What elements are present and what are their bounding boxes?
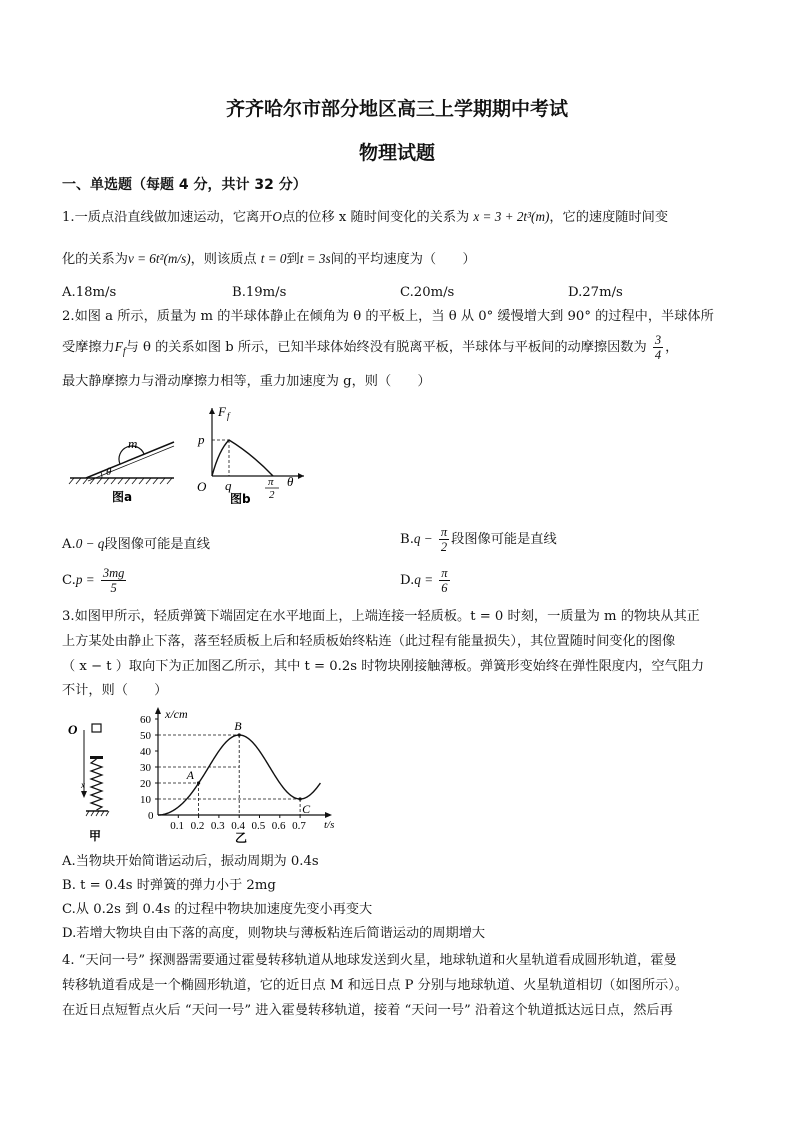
yi-xtick-label: 0.5 [251, 820, 266, 832]
yi-ytick-label: 50 [140, 730, 151, 742]
yi-origin: 0 [148, 810, 154, 822]
yi-ytick-label: 10 [140, 794, 151, 806]
svg-text:f: f [227, 411, 230, 421]
q2-option-d: D.q = $\frac{\pi}{6}$ [400, 566, 448, 595]
q2-line2: 受摩擦力$F_f$与 θ 的关系如图 b 所示，已知半球体始终没有脱离平板，半球体与平板间的动摩擦因数为 $\frac{3}{4}$ ， [62, 333, 679, 362]
figure-a [66, 404, 178, 504]
figure-a-caption: 图a [112, 490, 133, 504]
q2-option-c: C.p = $\frac{3mg}{5}$ [62, 566, 125, 595]
yi-point_c-dot [299, 797, 302, 800]
page-subtitle: 物理试题 [358, 142, 435, 164]
jia-origin-label: O [68, 722, 78, 737]
yi-point_a-label: A [186, 768, 194, 782]
pi-label: π [268, 476, 274, 488]
q3-option-c: C.从 0.2s 到 0.4s 的过程中物块加速度先变小再变大 [62, 902, 373, 917]
figure-jia [64, 716, 114, 842]
svg-text:x: x [81, 780, 85, 790]
page-title: 齐齐哈尔市部分地区高三上学期期中考试 [225, 98, 568, 120]
ground-hatch [69, 478, 172, 484]
q2-line1: 2.如图 a 所示，质量为 m 的半球体静止在倾角为 θ 的平板上，当 θ 从 0° 缓慢增大到 90° 的过程中，半球体所 [62, 309, 714, 324]
q3-line2: 上方某处由静止下落，落至轻质板上后和轻质板始终粘连（此过程有能量损失），其位置随时间变化的图像 [62, 634, 676, 649]
yi-point_c-label: C [302, 802, 311, 816]
yi-xtick-label: 0.4 [231, 820, 245, 832]
yi-y-label: x/cm [165, 707, 188, 721]
yi-xtick-label: 0.3 [210, 820, 225, 832]
yi-ytick-label: 20 [140, 778, 151, 790]
q3-option-b: B. t = 0.4s 时弹簧的弹力小于 2mg [62, 878, 276, 893]
q4-line3: 在近日点短暂点火后 “天问一号” 进入霍曼转移轨道，接着 “天问一号” 沿着这个轨道抵达远日点，然后再 [62, 1003, 673, 1018]
q1-option-c: C.20m/s [400, 285, 455, 300]
mass-label: m [128, 436, 138, 451]
q3-line4: 不计，则（ ） [62, 683, 168, 698]
yi-point_b-dot [238, 733, 241, 736]
q1-line1: 1.一质点沿直线做加速运动，它离开O点的位移 x 随时间变化的关系为 x = 3 + 2t³(m)，它的速度随时间变 [62, 209, 669, 225]
yi-xtick-label: 0.1 [170, 820, 185, 832]
yi-xtick-label: 0.2 [190, 820, 205, 832]
q1-line2: 化的关系为v = 6t²(m/s)，则该质点 t = 0到t = 3s间的平均速度为（ ） [62, 251, 476, 267]
jia-caption: 甲 [89, 829, 102, 842]
yi-point_b-label: B [234, 719, 242, 733]
friction-curve [212, 440, 273, 476]
q3-line3: （ x − t ）取向下为正加图乙所示，其中 t = 0.2s 时物块刚接触薄板。弹簧形变始终在弹性限度内，空气阻力 [62, 659, 705, 674]
q1-option-d: D.27m/s [568, 285, 623, 300]
q2-option-a: A.0 − q段图像可能是直线 [62, 536, 210, 552]
yi-ytick-label: 30 [140, 762, 151, 774]
yi-ytick-label: 60 [140, 714, 151, 726]
yi-caption: 乙 [235, 831, 248, 845]
q3-option-a: A.当物块开始简谐运动后，振动周期为 0.4s [62, 854, 319, 869]
figure-b-caption: 图b [230, 492, 251, 504]
yi-ytick-label: 40 [140, 746, 151, 758]
yi-x-label: t/s [324, 819, 335, 831]
angle-label: θ [106, 466, 112, 478]
q1-option-b: B.19m/s [232, 285, 287, 300]
yi-xtick-label: 0.7 [292, 820, 306, 832]
q4-line2: 转移轨道看成是一个椭圆形轨道，它的近日点 M 和远日点 P 分别与地球轨道、火星轨道相切（如图所示）。 [62, 978, 688, 993]
q2-option-b: B.q − $\frac{\pi}{2}$ 段图像可能是直线 [400, 525, 557, 554]
yi-xtick-label: 0.6 [271, 820, 286, 832]
angle-arc [101, 472, 102, 478]
svg-text:2: 2 [269, 489, 275, 501]
figure-yi [138, 704, 344, 846]
q1-option-a: A.18m/s [62, 285, 117, 300]
y-axis-label: F [218, 404, 226, 419]
q3-option-d: D.若增大物块自由下落的高度，则物块与薄板粘连后简谐运动的周期增大 [62, 926, 486, 941]
q3-line1: 3.如图甲所示，轻质弹簧下端固定在水平地面上，上端连接一轻质板。t = 0 时刻，一质量为 m 的物块从其正 [62, 609, 700, 624]
yi-point_a-dot [197, 781, 200, 784]
p-label: p [198, 432, 205, 447]
q4-line1: 4. “天问一号” 探测器需要通过霍曼转移轨道从地球发送到火星，地球轨道和火星轨道看成圆形轨道，霍曼 [62, 953, 677, 968]
spring [91, 759, 102, 810]
q2-line3: 最大静摩擦力与滑动摩擦力相等，重力加速度为 g，则（ ） [62, 374, 431, 389]
theta-label: θ [287, 474, 294, 489]
q-label: q [225, 478, 232, 493]
block [92, 724, 101, 732]
section-heading: 一、单选题（每题 4 分，共计 32 分） [62, 177, 307, 193]
figure-b [192, 404, 308, 504]
light-plate [90, 756, 103, 759]
origin-label: O [197, 479, 207, 494]
